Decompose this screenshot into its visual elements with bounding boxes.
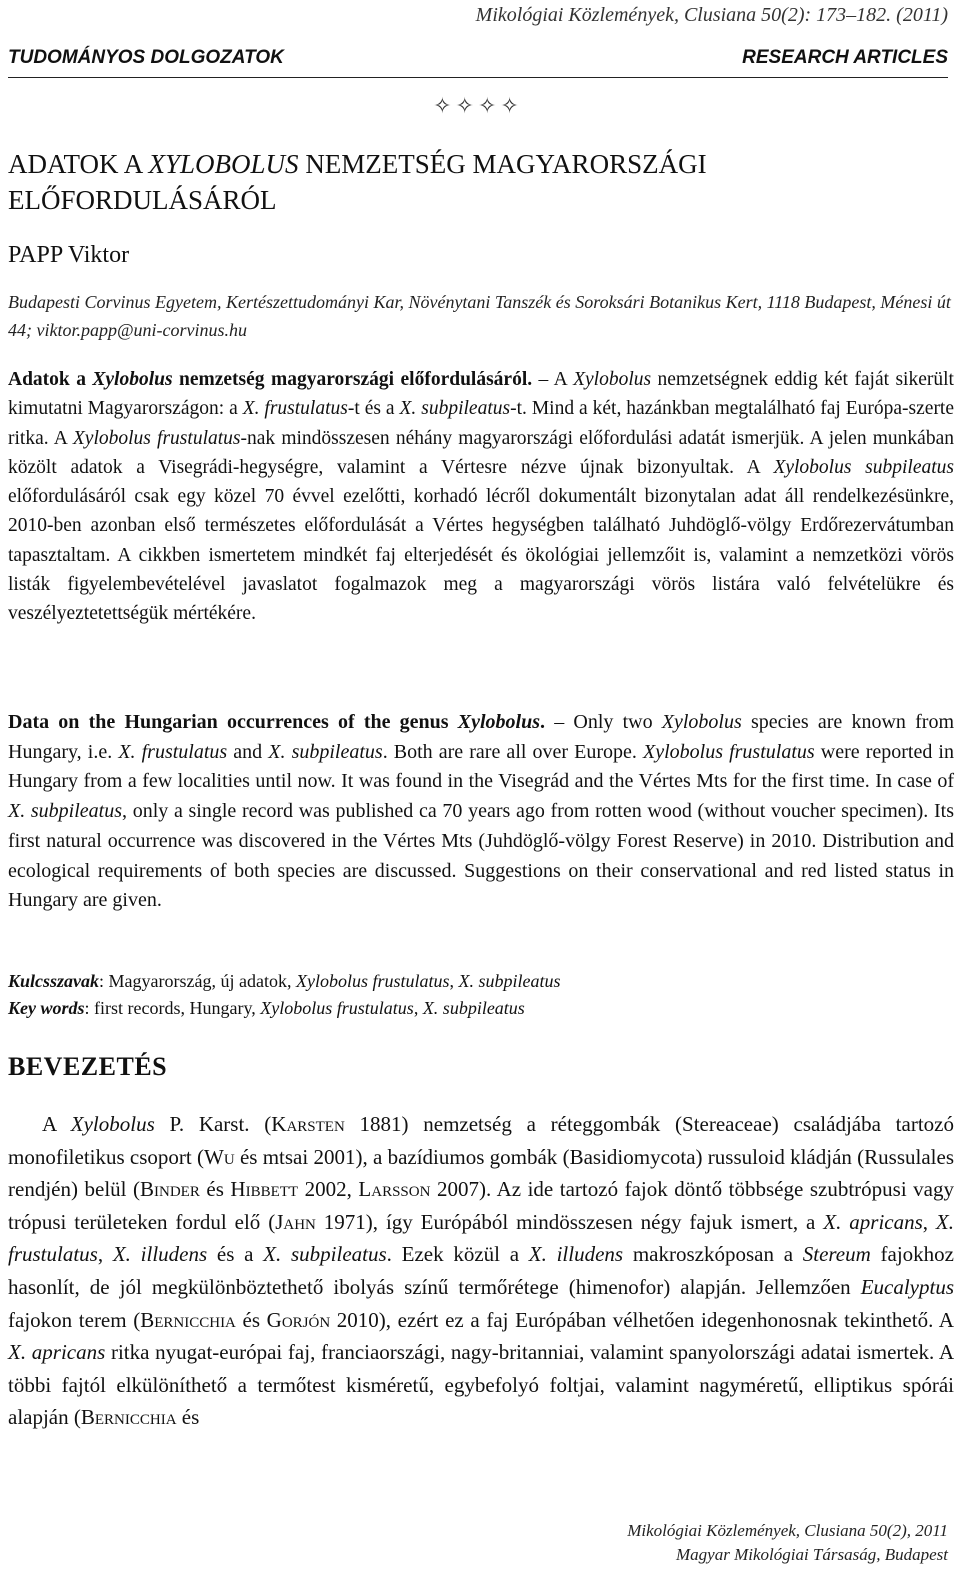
journal-reference: Mikológiai Közlemények, Clusiana 50(2): 173–182. (2011) xyxy=(475,4,948,26)
abstract-title-hu: Adatok a Xylobolus nemzetség magyarországi előfordulásáról. xyxy=(8,369,533,390)
section-label-en: RESEARCH ARTICLES xyxy=(742,47,948,68)
author-name: PAPP Viktor xyxy=(8,242,130,268)
header-rule xyxy=(8,77,948,78)
keywords-hungarian: Kulcsszavak: Magyarország, új adatok, Xylobolus frustulatus, X. subpileatus xyxy=(8,971,561,991)
article-title xyxy=(8,146,908,218)
title-genus: XYLOBOLUS xyxy=(148,149,299,179)
footer-journal: Mikológiai Közlemények, Clusiana 50(2), 2011 xyxy=(627,1521,948,1540)
ornament-diamonds: ✧✧✧✧ xyxy=(433,94,523,119)
section-label-hu: TUDOMÁNYOS DOLGOZATOK xyxy=(8,47,284,68)
title-text: NEMZETSÉG MAGYARORSZÁGI ELŐFORDULÁSÁRÓL xyxy=(8,149,707,215)
footer-publisher: Magyar Mikológiai Társaság, Budapest xyxy=(676,1545,948,1564)
introduction-paragraph: A Xylobolus P. Karst. (Karsten 1881) nemzetség a réteggombák (Stereaceae) családjába tartozó monofiletikus csoport (Wu és mtsai 2001), a bazídiumos gombák (Basidiomycota) russuloid kládján (Russulales rendjén) belül (Binder és Hibbett 2002, Larsson 2007). Az ide tartozó fajok döntő többsége szubtrópusi vagy trópusi területeken fordul elő (Jahn 1971), így Európából mindösszesen négy fajuk ismert, a X. apricans, X. frustulatus, X. illudens és a X. subpileatus. Ezek közül a X. illudens makroszkóposan a Stereum fajokhoz hasonlít, de jól megkülönböztethető ibolyás színű termőrétege (himenofor) alapján. Jellemzően Eucalyptus fajokon terem (Bernicchia és Gorjón 2010), ezért ez a faj Európában vélhetően idegenhonosnak tekinthető. A X. apricans ritka nyugat-európai faj, franciaországi, nagy-britanniai, valamint spanyolországi adatai ismertek. A többi fajtól elkülöníthető a termőtest kisméretű, egybefolyó foltjai, valamint nagyméretű, elliptikus spórái alapján (Bernicchia és xyxy=(8,1112,955,1430)
keywords-label-en: Key words xyxy=(8,998,85,1018)
title-text: ADATOK A xyxy=(8,149,149,179)
author-affiliation: Budapesti Corvinus Egyetem, Kertészettudományi Kar, Növénytani Tanszék és Soroksári Botanikus Kert, 1118 Budapest, Ménesi út 44; viktor.papp@uni-corvinus.hu xyxy=(8,292,951,340)
abstract-hungarian: Adatok a Xylobolus nemzetség magyarországi előfordulásáról. – A Xylobolus nemzetségnek eddig két faját sikerült kimutatni Magyarországon: a X. frustulatus-t és a X. subpileatus-t. Mind a két, hazánkban megtalálható faj Európa-szerte ritka. A Xylobolus frustulatus-nak mindösszesen néhány magyarországi előfordulási adatát ismerjük. A jelen munkában közölt adatok a Visegrádi-hegységre, valamint a Vértesre nézve újnak bizonyultak. A Xylobolus subpileatus előfordulásáról csak egy közel 70 évvel ezelőtti, korhadó lécről dokumentált bizonytalan adat áll rendelkezésünkre, 2010-ben azonban első természetes előfordulását a Vértes hegységben található Juhdöglő-völgy Erdőrezervátumban tapasztaltam. A cikkben ismertetem mindkét faj elterjedését és ökológiai jellemzőit is, valamint a nemzetközi vörös listák figyelembevételével javaslatot fogalmazok meg a magyarországi vörös listára való felvételükre és veszélyeztetettségük mértékére. xyxy=(8,369,955,625)
abstract-title-en: Data on the Hungarian occurrences of the genus Xylobolus. xyxy=(8,711,546,733)
section-heading-introduction: BEVEZETÉS xyxy=(8,1052,168,1081)
keywords-label-hu: Kulcsszavak xyxy=(8,971,100,991)
keywords-english: Key words: first records, Hungary, Xylobolus frustulatus, X. subpileatus xyxy=(8,998,525,1018)
abstract-english: Data on the Hungarian occurrences of the genus Xylobolus. – Only two Xylobolus species are known from Hungary, i.e. X. frustulatus and X. subpileatus. Both are rare all over Europe. Xylobolus frustulatus were reported in Hungary from a few localities until now. It was found in the Visegrád and the Vértes Mts for the first time. In case of X. subpileatus, only a single record was published ca 70 years ago from rotten wood (without voucher specimen). Its first natural occurrence was discovered in the Vértes Mts (Juhdöglő-völgy Forest Reserve) in 2010. Distribution and ecological requirements of both species are discussed. Suggestions on their conservational and red listed status in Hungary are given. xyxy=(8,711,954,912)
